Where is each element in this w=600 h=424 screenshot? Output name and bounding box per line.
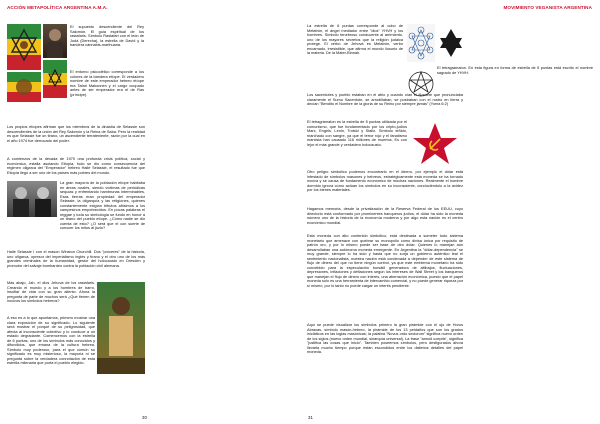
left-paragraph-3: Los propios etíopes afirman que los miembros de la dinastía de Selassie son descendientes de la unión del Rey Salomón y la Reina de Saba. Pero la realidad es que Selassie fue un tirano, un ascendiente terrateniente, razón por la cual en el año 1974 fue derrocado del poder. <box>7 125 145 143</box>
soviet-star-icon <box>410 121 460 167</box>
left-paragraph-6: Haile Selassie I con el mason Winston Churchill. Dos "próceres" de la historia, uno oligarca, opresor del imperialismo inglés y tirano y el otro uno de los más grandes criminales de la humanidad, gestor del holocausto en Dresden y promotor del salvaje bombardeo contra la población civil alemana. <box>7 250 145 268</box>
right-paragraph-7: Esta moneda con alto contenido simbólico, está destinada a someter todo sistema monetario que amenace con quebrar su monopolio como divisa única por requisito de patrón oro, y por lo mismo puede ser base de otro dólar. Quienes lo manejan aún desarrollaban una autónoma moneda emergente. En Argentina la "dólar-dependencia" se muy grande, siempre lo ha sido y hasta que no surja un gobierno auténtico leal el sentimiento nacionalista, nuestra nación está condenada a depender de este sistema de flujo de dinero del que no tiene ningún control, ya que este emblema monetario ha sido concebido para la especulación bursátil generadora de altibajos, fluctuaciones, depresiones, inflaciones y deflaciones según los intereses de Wall Street y los banqueros que manejan el flujo de dinero con interés, una aberración económica, puesto que el papel moneda solo es una herramienta de intercambio comercial, y no puede generar riqueza por sí mismo, por lo tanto no puede cargar un interés pendiente. <box>307 234 463 289</box>
left-paragraph-7: Más abajo, Jah, el dios Jehová de los rastafaris. Creando el mundo y a los hombres de barro, insuflar de vida con su gran aliento. Ahora la pregunta de parte de muchos será ¿Qué tienen de nocivos los símbolos hebreos? <box>7 281 95 304</box>
star-of-david-lion-icon <box>7 24 41 70</box>
right-paragraph-3: Los sacerdotes y pueblo estaban en el atrio y cuando oían el Nombre que pronunciaba claramente el Sumo Sacerdote, se arrodillaban, se postraban con el rostro en tierra y decían "Bendito el Nombre de la gloria de su Reino por siempre jamás" (Yoma 6:2) <box>307 93 463 107</box>
left-paragraph-2: El entorno psicodélico corresponde a los colores de la bandera etíope. El verdadero nombre de este emperador hebreo etíope era Tafari Makonnen y el cargo ocupado antes de ser emperador era el de Ras (príncipe). <box>70 70 144 97</box>
soviet-star-image <box>410 121 460 167</box>
right-header-title: MOVIMIENTO VEGANISTA ARGENTINA <box>503 5 592 10</box>
left-paragraph-1: El supuesto descendiente del Rey Salomón. El guía espiritual de los rastafaris. Símbolo Rastafari con el león de Judá (Derecha), la estrella de David y la bandera cánnabis-marihuana. <box>70 25 144 48</box>
right-paragraph-4: El tetragrámaton es la estrella de 5 puntas utilizada por el comunismo, que fue fundamentado por los cripto-judíos Marx, Engels, Lenin, Trotski y Stalin. Símbolo teñido, marchado con sangre, ya que el terror rojo y el fanatismo marxista han causado 116 millones de muertos. Es con lejor el más grande y verdadero holocausto. <box>307 120 407 147</box>
portrait-icon <box>43 24 67 58</box>
star-of-david-image <box>437 24 465 62</box>
lion-of-judah-image <box>7 72 41 102</box>
star-of-david-icon <box>437 24 465 62</box>
flag-star-icon <box>43 60 67 98</box>
metatron-cube-icon <box>407 24 435 62</box>
right-paragraph-5: Otro peligro simbólico podemos encontrarlo en el dinero, por ejemplo el dólar está infestado de símbolos masones y hebreos, estratégicamente esta moneda se ha tornado nociva y se causa de fundamento económico de muchas naciones. Realmente el hombre dormido ignora cómo actúan los símbolos en su inconsciente, conduciéndolo a la avidez por los bienes materiales. <box>307 170 463 193</box>
left-paragraph-5: La gran mayoría de la población etíope habitaba en áreas rurales, siendo víctimas de periódicas sequías y enfrentando hambrunas interminables. Esas tierras eran propiedad del emperador Selassie, la oligarquía y las religiones, quienes constantemente exigían tributos altísimos a los campesinos empobrecidos. En pocas palabras el reggae y toda su simbología se fundó en honor a un tirano del pueblo etíope. ¿Cómo nadie se dio cuenta de esto? ¿O será que el con suerte de conocer los mitos al júzlo? <box>60 181 145 231</box>
jah-creation-image <box>97 282 145 374</box>
left-header-title: ACCIÓN METAPOLÍTICA ARGENTINA A.M.A. <box>7 5 108 10</box>
photo-icon <box>7 181 57 217</box>
right-page-number: 31 <box>308 415 313 420</box>
lion-icon <box>7 72 41 102</box>
selassie-portrait-image <box>43 24 67 58</box>
left-page-number: 30 <box>142 415 147 420</box>
metatron-cube-image <box>407 24 435 62</box>
left-paragraph-8: A eso es a lo que apuntamos, primero mostrar una clara exposición de su significado. Lo siguiente será mostrar el porqué de su peligrosidad, que afecta al inconsciente colectivo y lo conduce a un estado degradante. Comencemos con la estrella de 6 puntas, uno de los símbolos más conocidos y difundidos, que emana de la cultura hebrea. Símbolo muy poderoso, para el que común su significado es muy misterioso, la mayoría ni se pregunta sobre la verdadera connotación de esta estrella milenaria que porta el pueblo elegido. <box>7 316 95 366</box>
rastafari-symbol-image <box>7 24 41 70</box>
right-paragraph-8: Aquí se puede visualizar los símbolos primero la gran pirámide con el ojo de Horus Abraxas, símbolo masón-hebreo, la pirámide de los 13 peldaños que son los grados iniciáticos en las logias masónicas; la palabra "Novus ordo seclorum" significa nuevo orden de los siglos (nuevo orden mundial, sinarquía universal). La frase "annuit coeptis", significa "justifica las cosas que inicio". Tambien poseemos símbolos, pero desfigurados ahora llevarla mucho tiempo porque están escondidos entre los distintos detalles del papel moneda. <box>307 323 463 355</box>
left-paragraph-4: A comienzos de la década de 1970 una profunda crisis política, social y económica, estalla asolando Etiopía, todo se dio como consecuencia del régimen oligarca del "Emperador" hebreo Haile Selassie, el resultado fue que Etiopía llegó a ser uno de los países más pobres del mundo. <box>7 157 145 175</box>
right-paragraph-6: Hagamos memoria, desde la privatización de la Reserva Federal de los EEUU, cuyo directorio está conformado por prominentes banqueros judíos, el dólar ha sido la moneda número uno de la historia de la economía moderna y por algo esta nación es el centro económico mundial. <box>307 207 463 225</box>
ethiopian-flag-star-image <box>43 60 67 98</box>
right-paragraph-1: La estrella de 6 puntas corresponde al cubo de Metatrón, el ángel mediador entre "dios" YHVH y los hombres. Símbolo tenebroso conducente al arrimiento, uno de los mayores secretos que la religión judaica protege. El verbo de Jehová es Metatrón, verbo encarnado, irresistible, que afirma el mundo ilusorio de la materia. De la Mater-Binnah. <box>307 24 403 56</box>
right-paragraph-2: El tetragrámaton. En esta figura en forma de estrella de 5 puntas está escrito el nombre sagrado de YHVH. <box>437 66 593 75</box>
right-page <box>300 0 600 424</box>
selassie-churchill-photo <box>7 181 57 217</box>
figure-icon <box>97 282 145 374</box>
